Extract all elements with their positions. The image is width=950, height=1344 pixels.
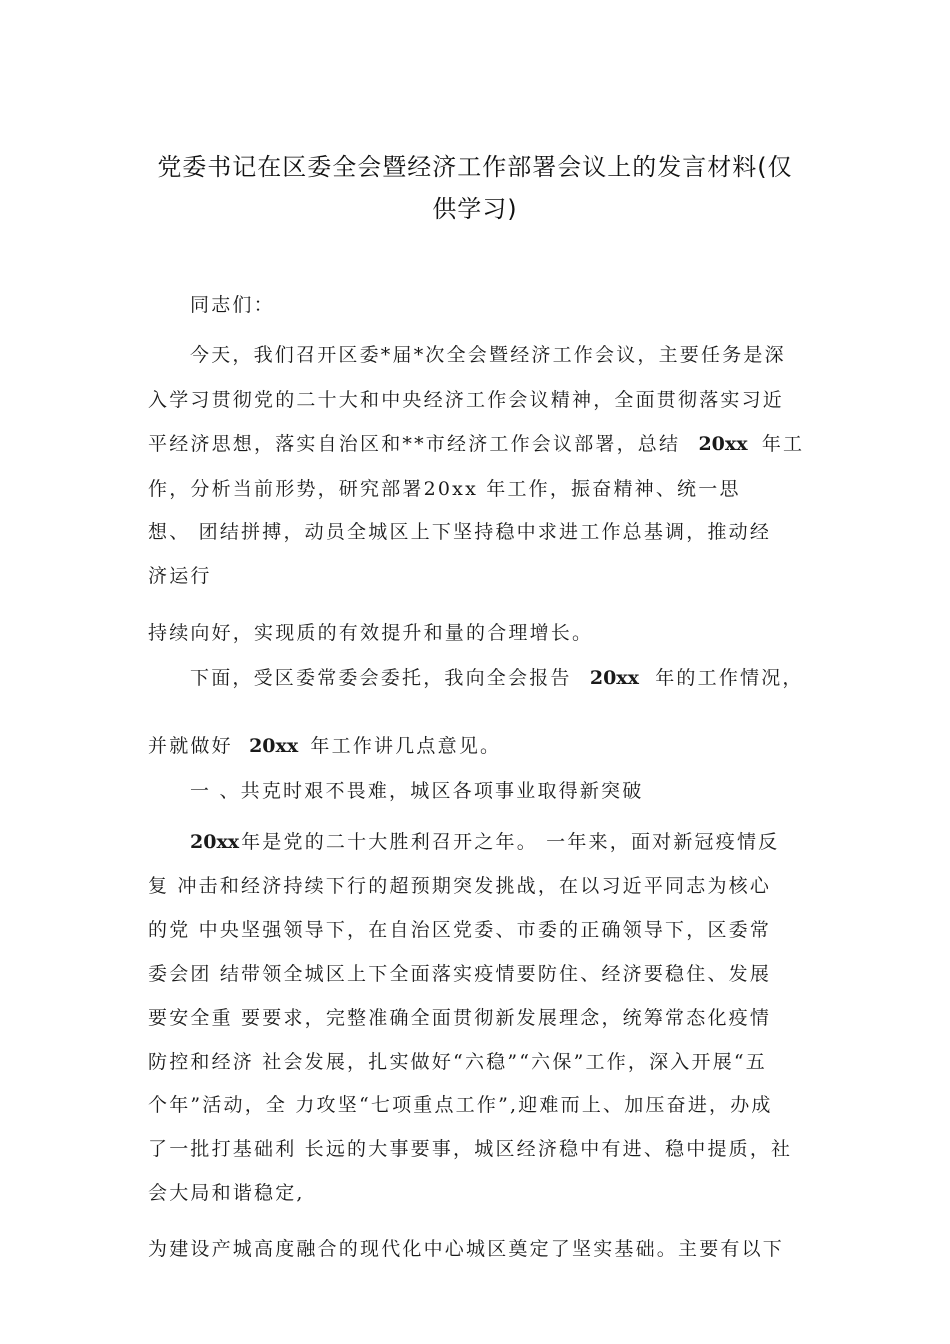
paragraph-3-line-8: 了一批打基础利 长远的大事要事，城区经济稳中有进、稳中提质，社 [148,1138,793,1160]
paragraph-2-text-f: 年工作讲几点意见。 [310,735,502,757]
paragraph-1-line-2: 入学习贯彻党的二十大和中央经济工作会议精神，全面贯彻落实习近 [148,389,785,411]
paragraph-3-continuation: 为建设产城高度融合的现代化中心城区奠定了坚实基础。主要有以下 [148,1238,785,1260]
paragraph-1-line-3-text: 平经济思想，落实自治区和**市经济工作会议部署，总结 [148,433,681,455]
paragraph-1-line-3 [148,430,804,458]
year-number: 20xx [249,735,299,757]
paragraph-3-line-9: 会大局和谐稳定, [148,1182,305,1204]
section-heading-1: 一 、共克时艰不畏难，城区各项事业取得新突破 [190,780,644,802]
paragraph-3-line-1-text: 年是党的二十大胜利召开之年。 一年来，面对新冠疫情反 [241,831,780,853]
paragraph-1-line-3-end: 年工 [761,433,805,455]
paragraph-1-line-6: 济运行 [148,565,212,587]
paragraph-3-line-3: 的党 中央坚强领导下，在自治区党委、市委的正确领导下，区委常 [148,919,772,941]
greeting: 同志们： [190,294,275,316]
paragraph-2-line-2 [148,732,501,760]
paragraph-1-continuation: 持续向好，实现质的有效提升和量的合理增长。 [148,622,594,644]
paragraph-3-line-1 [190,828,779,856]
paragraph-2-line-1 [190,664,804,692]
paragraph-3-line-2: 复 冲击和经济持续下行的超预期突发挑战，在以习近平同志为核心 [148,875,772,897]
paragraph-3-line-6: 防控和经济 社会发展，扎实做好“六稳”“六保”工作，深入开展“五 [148,1051,768,1073]
title-line-1: 党委书记在区委全会暨经济工作部署会议上的发言材料(仅 [157,153,793,181]
year-number: 20xx [589,667,639,689]
paragraph-1-line-1: 今天，我们召开区委*届*次全会暨经济工作会议，主要任务是深 [190,344,786,366]
paragraph-1-line-4: 作，分析当前形势，研究部署20xx 年工作，振奋精神、统一思 [148,478,741,500]
paragraph-3-line-7: 个年”活动，全 力攻坚“七项重点工作”,迎难而上、加压奋进，办成 [148,1094,773,1116]
paragraph-2-text-d: 并就做好 [148,735,233,757]
year-number: 20xx [190,831,240,853]
document-title [120,146,830,230]
year-number: 20xx [698,433,748,455]
paragraph-2-text-c: 年的工作情况， [655,667,804,689]
paragraph-2-text-a: 下面，受区委常委会委托，我向全会报告 [190,667,572,689]
paragraph-3-line-4: 委会团 结带领全城区上下全面落实疫情要防住、经济要稳住、发展 [148,963,772,985]
title-line-2: 供学习) [432,195,518,223]
paragraph-3-line-5: 要安全重 要要求，完整准确全面贯彻新发展理念，统筹常态化疫情 [148,1007,772,1029]
paragraph-1-line-5: 想、 团结拼搏，动员全城区上下坚持稳中求进工作总基调，推动经 [148,521,772,543]
